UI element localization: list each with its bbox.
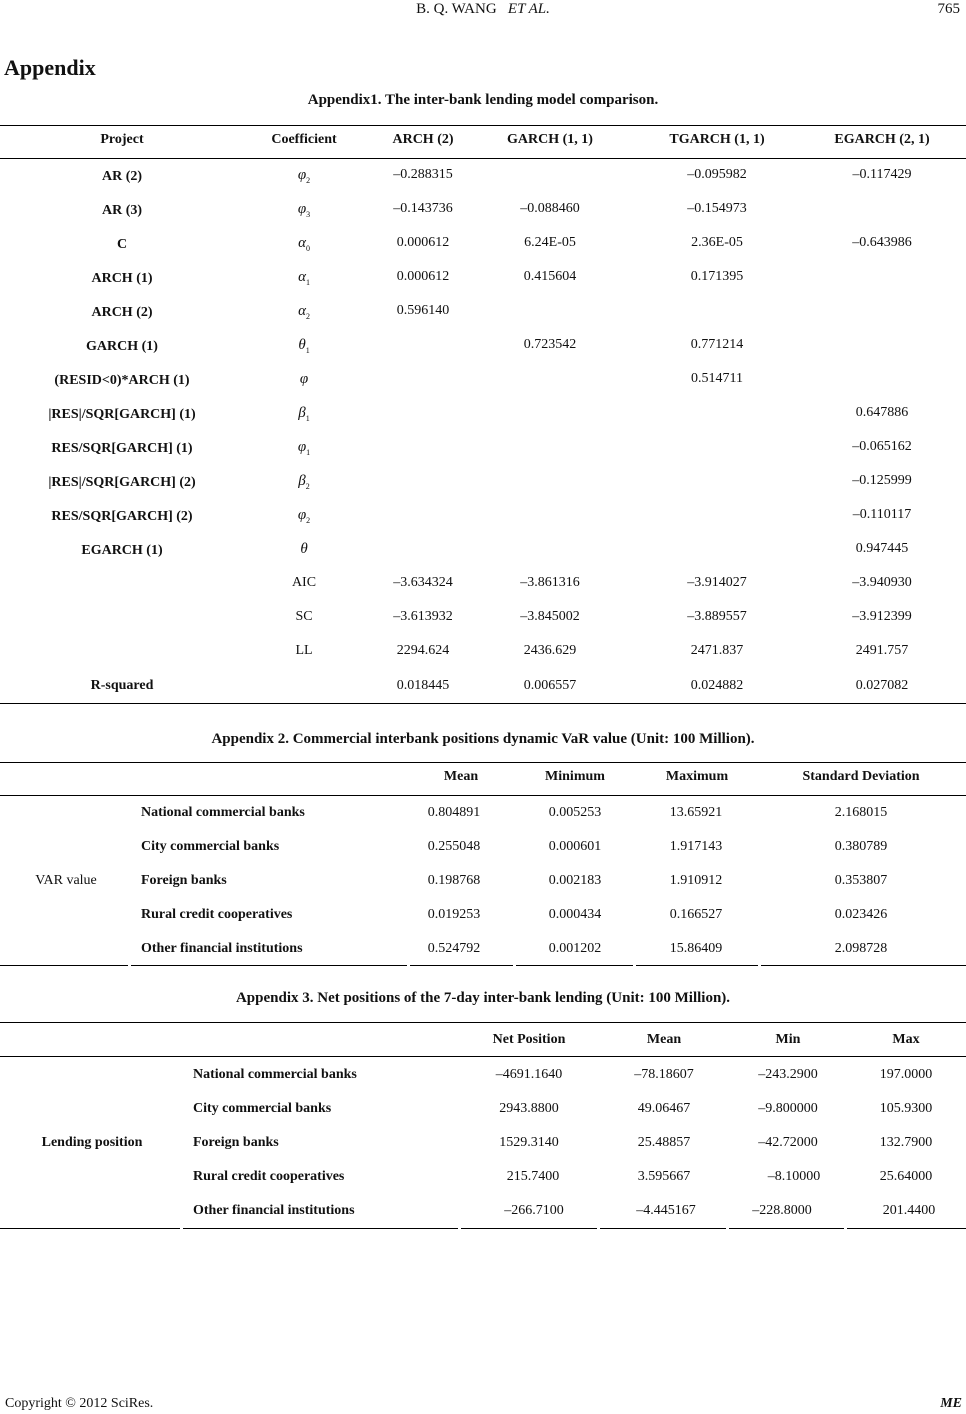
greek-symbol xyxy=(298,473,309,489)
value-cell-max: 0.166527 xyxy=(669,907,723,922)
row-label: Foreign banks xyxy=(141,873,227,888)
table2-caption: Appendix 2. Commercial interbank positions dynamic VaR value (Unit: 100 Million). xyxy=(211,731,755,747)
table-row-project: GARCH (1) xyxy=(86,339,158,354)
value-cell-net: 2943.8800 xyxy=(499,1101,559,1116)
value-cell-arch: –0.143736 xyxy=(393,201,453,216)
symbol-subscript: 2 xyxy=(305,482,310,491)
coefficient-symbol xyxy=(249,201,359,219)
appendix-heading: Appendix xyxy=(4,55,96,80)
value-cell-net: 215.7400 xyxy=(506,1169,560,1184)
value-cell-min: 0.002183 xyxy=(548,873,602,888)
value-cell-min: –243.2900 xyxy=(758,1067,818,1082)
value-cell-tgarch: –0.154973 xyxy=(687,201,747,216)
greek-symbol xyxy=(298,405,309,421)
table2-bottom-rule-f xyxy=(761,965,966,966)
greek-symbol xyxy=(298,269,310,285)
value-cell-net: –266.7100 xyxy=(504,1203,564,1218)
table2-bottom-rule-e xyxy=(636,965,758,966)
symbol-letter: β xyxy=(298,405,306,421)
value-cell-egarch: –3.940930 xyxy=(852,575,912,590)
coefficient-symbol: AIC xyxy=(291,575,317,590)
value-cell-max: 197.0000 xyxy=(879,1067,933,1082)
value-cell-tgarch: 0.514711 xyxy=(691,371,743,386)
value-cell-max: 13.65921 xyxy=(669,805,723,820)
value-cell-max: 1.917143 xyxy=(669,839,723,854)
group-label: VAR value xyxy=(35,873,97,888)
table3-bottom-rule-a xyxy=(0,1228,180,1229)
value-cell-arch: 0.018445 xyxy=(396,678,450,693)
symbol-letter: φ xyxy=(297,507,307,523)
coefficient-symbol: LL xyxy=(295,643,313,658)
value-cell-sd: 2.168015 xyxy=(834,805,888,820)
value-cell-sd: 0.380789 xyxy=(834,839,888,854)
header-et-al: ET AL. xyxy=(507,1,550,17)
greek-symbol xyxy=(298,439,310,455)
table2-top-rule xyxy=(0,762,966,763)
symbol-subscript: 3 xyxy=(306,210,311,219)
value-cell-mean: 3.595667 xyxy=(637,1169,691,1184)
value-cell-garch: –3.845002 xyxy=(520,609,580,624)
header-arch2: ARCH (2) xyxy=(392,132,454,147)
value-cell-mean: –4.445167 xyxy=(636,1203,696,1218)
table3-bottom-rule-b xyxy=(183,1228,458,1229)
symbol-letter: φ xyxy=(297,439,307,455)
row-label: Rural credit cooperatives xyxy=(141,907,293,922)
symbol-subscript: 1 xyxy=(305,278,310,287)
value-cell-garch: 0.723542 xyxy=(523,337,577,352)
header-project: Project xyxy=(100,132,144,147)
table1-caption: Appendix1. The inter-bank lending model comparison. xyxy=(307,92,659,108)
value-cell-max: 105.9300 xyxy=(879,1101,933,1116)
table2-header-rule xyxy=(0,795,966,796)
value-cell-sd: 0.023426 xyxy=(834,907,888,922)
value-cell-arch: 0.000612 xyxy=(396,235,450,250)
value-cell-mean: 0.019253 xyxy=(427,907,481,922)
coefficient-symbol xyxy=(249,405,359,423)
header-author: B. Q. WANG xyxy=(416,1,497,17)
header-coefficient: Coefficient xyxy=(271,132,337,147)
value-cell-mean: 0.255048 xyxy=(427,839,481,854)
page-number: 765 xyxy=(937,1,960,17)
value-cell-tgarch: 2.36E-05 xyxy=(691,235,743,250)
value-cell-max: 25.64000 xyxy=(879,1169,933,1184)
value-cell-mean: –78.18607 xyxy=(634,1067,694,1082)
header-net-position: Net Position xyxy=(492,1032,566,1047)
running-header xyxy=(0,0,966,18)
table1-header-rule xyxy=(0,158,966,159)
value-cell-min: 0.000434 xyxy=(548,907,602,922)
table3-bottom-rule-f xyxy=(847,1228,966,1229)
header-mean: Mean xyxy=(443,769,479,784)
value-cell-egarch: –0.065162 xyxy=(852,439,912,454)
value-cell-garch: –3.861316 xyxy=(520,575,580,590)
coefficient-symbol: SC xyxy=(295,609,313,624)
table-row-project: RES/SQR[GARCH] (1) xyxy=(51,441,193,456)
header-minimum: Minimum xyxy=(545,769,605,784)
table-row-project: |RES|/SQR[GARCH] (2) xyxy=(48,475,196,490)
symbol-subscript: 2 xyxy=(306,516,311,525)
header-min: Min xyxy=(775,1032,801,1047)
value-cell-tgarch: 2471.837 xyxy=(690,643,744,658)
value-cell-min: –42.72000 xyxy=(758,1135,818,1150)
table-row-project: C xyxy=(116,237,128,252)
group-label: Lending position xyxy=(41,1135,143,1150)
value-cell-tgarch: 0.771214 xyxy=(690,337,744,352)
value-cell-arch: –3.634324 xyxy=(393,575,453,590)
table3-top-rule xyxy=(0,1022,966,1023)
value-cell-garch: 2436.629 xyxy=(523,643,577,658)
value-cell-egarch: –0.110117 xyxy=(852,507,912,522)
value-cell-egarch: 2491.757 xyxy=(855,643,909,658)
greek-symbol xyxy=(298,235,310,251)
header-standard-deviation: Standard Deviation xyxy=(802,769,920,784)
greek-symbol: θ xyxy=(300,541,308,557)
greek-symbol: φ xyxy=(299,371,309,387)
row-label: City commercial banks xyxy=(141,839,280,854)
table3-caption: Appendix 3. Net positions of the 7-day inter-bank lending (Unit: 100 Million). xyxy=(235,990,731,1006)
value-cell-arch: 0.000612 xyxy=(396,269,450,284)
footer-copyright: Copyright © 2012 SciRes. xyxy=(5,1396,154,1411)
value-cell-tgarch: 0.024882 xyxy=(690,678,744,693)
value-cell-max: 15.86409 xyxy=(669,941,723,956)
value-cell-garch: –0.088460 xyxy=(520,201,580,216)
table-row-project: ARCH (2) xyxy=(91,305,153,320)
symbol-letter: α xyxy=(298,235,306,251)
table-row-project: EGARCH (1) xyxy=(81,543,163,558)
value-cell-arch: 2294.624 xyxy=(396,643,450,658)
value-cell-garch: 0.006557 xyxy=(523,678,577,693)
symbol-letter: φ xyxy=(297,167,307,183)
coefficient-symbol xyxy=(249,269,359,287)
header-egarch21: EGARCH (2, 1) xyxy=(834,132,930,147)
table1-top-rule xyxy=(0,125,966,126)
table-row-project: ARCH (1) xyxy=(91,271,153,286)
value-cell-egarch: 0.027082 xyxy=(855,678,909,693)
value-cell-min: 0.000601 xyxy=(548,839,602,854)
greek-symbol xyxy=(298,303,310,319)
row-label: National commercial banks xyxy=(141,805,305,820)
value-cell-garch: 0.415604 xyxy=(523,269,577,284)
symbol-subscript: 0 xyxy=(305,244,310,253)
coefficient-symbol xyxy=(249,167,359,185)
table3-header-rule xyxy=(0,1056,966,1057)
coefficient-symbol xyxy=(249,235,359,253)
value-cell-min: –9.800000 xyxy=(758,1101,818,1116)
value-cell-mean: 0.524792 xyxy=(427,941,481,956)
symbol-letter: θ xyxy=(298,337,306,353)
table-row-project: R-squared xyxy=(90,678,154,693)
table-row-project: AR (2) xyxy=(101,169,143,184)
value-cell-max: 201.4400 xyxy=(882,1203,936,1218)
value-cell-net: 1529.3140 xyxy=(499,1135,559,1150)
greek-symbol xyxy=(298,337,309,353)
table-row-project: RES/SQR[GARCH] (2) xyxy=(51,509,193,524)
value-cell-mean: 0.804891 xyxy=(427,805,481,820)
value-cell-tgarch: 0.171395 xyxy=(690,269,744,284)
footer-journal: ME xyxy=(940,1396,962,1411)
table-row-project: (RESID<0)*ARCH (1) xyxy=(54,373,190,388)
greek-symbol xyxy=(298,201,310,217)
value-cell-tgarch: –3.914027 xyxy=(687,575,747,590)
table-row-project: AR (3) xyxy=(101,203,143,218)
coefficient-symbol xyxy=(249,507,359,525)
coefficient-symbol xyxy=(249,371,359,388)
row-label: National commercial banks xyxy=(193,1067,357,1082)
value-cell-mean: 49.06467 xyxy=(637,1101,691,1116)
value-cell-max: 1.910912 xyxy=(669,873,723,888)
symbol-letter: α xyxy=(298,303,306,319)
value-cell-mean: 25.48857 xyxy=(637,1135,691,1150)
table2-bottom-rule-a xyxy=(0,965,128,966)
symbol-subscript: 1 xyxy=(305,414,310,423)
value-cell-tgarch: –3.889557 xyxy=(687,609,747,624)
value-cell-egarch: –3.912399 xyxy=(852,609,912,624)
value-cell-min: 0.005253 xyxy=(548,805,602,820)
table3-bottom-rule-d xyxy=(600,1228,726,1229)
value-cell-egarch: 0.947445 xyxy=(855,541,909,556)
value-cell-sd: 2.098728 xyxy=(834,941,888,956)
row-label: Rural credit cooperatives xyxy=(193,1169,345,1184)
symbol-letter: β xyxy=(298,473,306,489)
value-cell-min: –228.8000 xyxy=(752,1203,812,1218)
value-cell-net: –4691.1640 xyxy=(495,1067,563,1082)
greek-symbol xyxy=(298,167,310,183)
header-maximum: Maximum xyxy=(665,769,729,784)
header-mean: Mean xyxy=(646,1032,682,1047)
value-cell-arch: 0.596140 xyxy=(396,303,450,318)
coefficient-symbol xyxy=(249,541,359,558)
table3-bottom-rule-e xyxy=(729,1228,844,1229)
coefficient-symbol xyxy=(249,439,359,457)
row-label: Foreign banks xyxy=(193,1135,279,1150)
symbol-subscript: 1 xyxy=(305,346,310,355)
value-cell-arch: –0.288315 xyxy=(393,167,453,182)
header-garch11: GARCH (1, 1) xyxy=(507,132,593,147)
symbol-letter: α xyxy=(298,269,306,285)
row-label: City commercial banks xyxy=(193,1101,332,1116)
coefficient-symbol xyxy=(249,303,359,321)
table1-bottom-rule xyxy=(0,703,966,704)
row-label: Other financial institutions xyxy=(193,1203,355,1218)
value-cell-sd: 0.353807 xyxy=(834,873,888,888)
header-tgarch11: TGARCH (1, 1) xyxy=(669,132,765,147)
value-cell-egarch: 0.647886 xyxy=(855,405,909,420)
value-cell-min: 0.001202 xyxy=(548,941,602,956)
coefficient-symbol xyxy=(249,337,359,355)
value-cell-egarch: –0.117429 xyxy=(852,167,912,182)
value-cell-arch: –3.613932 xyxy=(393,609,453,624)
value-cell-min: –8.10000 xyxy=(767,1169,821,1184)
value-cell-max: 132.7900 xyxy=(879,1135,933,1150)
table-row-project: |RES|/SQR[GARCH] (1) xyxy=(48,407,196,422)
table2-bottom-rule-d xyxy=(516,965,633,966)
value-cell-mean: 0.198768 xyxy=(427,873,481,888)
symbol-subscript: 2 xyxy=(306,176,311,185)
value-cell-egarch: –0.643986 xyxy=(852,235,912,250)
symbol-letter: φ xyxy=(297,201,307,217)
table2-bottom-rule-c xyxy=(410,965,513,966)
row-label: Other financial institutions xyxy=(141,941,303,956)
value-cell-egarch: –0.125999 xyxy=(852,473,912,488)
header-max: Max xyxy=(892,1032,920,1047)
greek-symbol xyxy=(298,507,310,523)
symbol-subscript: 2 xyxy=(305,312,310,321)
value-cell-garch: 6.24E-05 xyxy=(524,235,576,250)
value-cell-tgarch: –0.095982 xyxy=(687,167,747,182)
symbol-subscript: 1 xyxy=(306,448,311,457)
table2-bottom-rule-b xyxy=(131,965,407,966)
table3-bottom-rule-c xyxy=(461,1228,597,1229)
coefficient-symbol xyxy=(249,473,359,491)
